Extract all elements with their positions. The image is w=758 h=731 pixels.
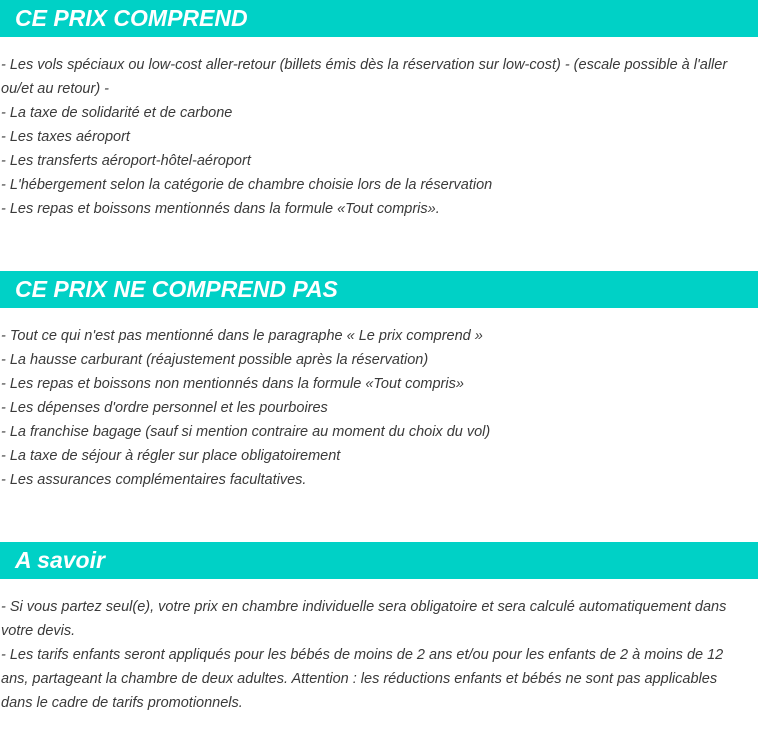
list-item: - Les assurances complémentaires facultatives.: [1, 472, 307, 488]
list-item: - Les transferts aéroport-hôtel-aéroport: [1, 153, 251, 169]
list-item: - L'hébergement selon la catégorie de chambre choisie lors de la réservation: [1, 177, 493, 193]
list-item: - Les repas et boissons mentionnés dans la formule «Tout compris».: [1, 201, 440, 217]
section-good-to-know: [0, 542, 758, 715]
list-item: - Si vous partez seul(e), votre prix en chambre individuelle sera obligatoire et sera calculé automatiquement dans votre devis.: [1, 599, 727, 639]
section-title: CE PRIX NE COMPREND PAS: [0, 271, 758, 308]
list-item: - Les taxes aéroport: [1, 129, 130, 145]
list-item: - La taxe de séjour à régler sur place obligatoirement: [1, 448, 341, 464]
section-title: A savoir: [0, 542, 758, 579]
list-item: - Les vols spéciaux ou low-cost aller-retour (billets émis dès la réservation sur low-cost) - (escale possible à l'aller ou/et au retour) -: [1, 57, 728, 97]
list-item: - Les tarifs enfants seront appliqués pour les bébés de moins de 2 ans et/ou pour les enfants de 2 à moins de 12 ans, partageant la chambre de deux adultes. Attention : les réductions enfants et bébés ne sont pas applicables dans le cadre de tarifs promotionnels.: [1, 647, 724, 711]
section-price-includes: [0, 0, 758, 221]
list-item: - La franchise bagage (sauf si mention contraire au moment du choix du vol): [1, 424, 491, 440]
list-item: - La hausse carburant (réajustement possible après la réservation): [1, 352, 429, 368]
list-item: - Les repas et boissons non mentionnés dans la formule «Tout compris»: [1, 376, 464, 392]
list-item: - La taxe de solidarité et de carbone: [1, 105, 233, 121]
section-content: [0, 324, 758, 492]
list-item: - Les dépenses d'ordre personnel et les pourboires: [1, 400, 328, 416]
section-content: [0, 595, 758, 715]
list-item: - Tout ce qui n'est pas mentionné dans le paragraphe « Le prix comprend »: [1, 328, 483, 344]
section-price-excludes: [0, 271, 758, 492]
section-title: CE PRIX COMPREND: [0, 0, 758, 37]
section-content: [0, 53, 758, 221]
